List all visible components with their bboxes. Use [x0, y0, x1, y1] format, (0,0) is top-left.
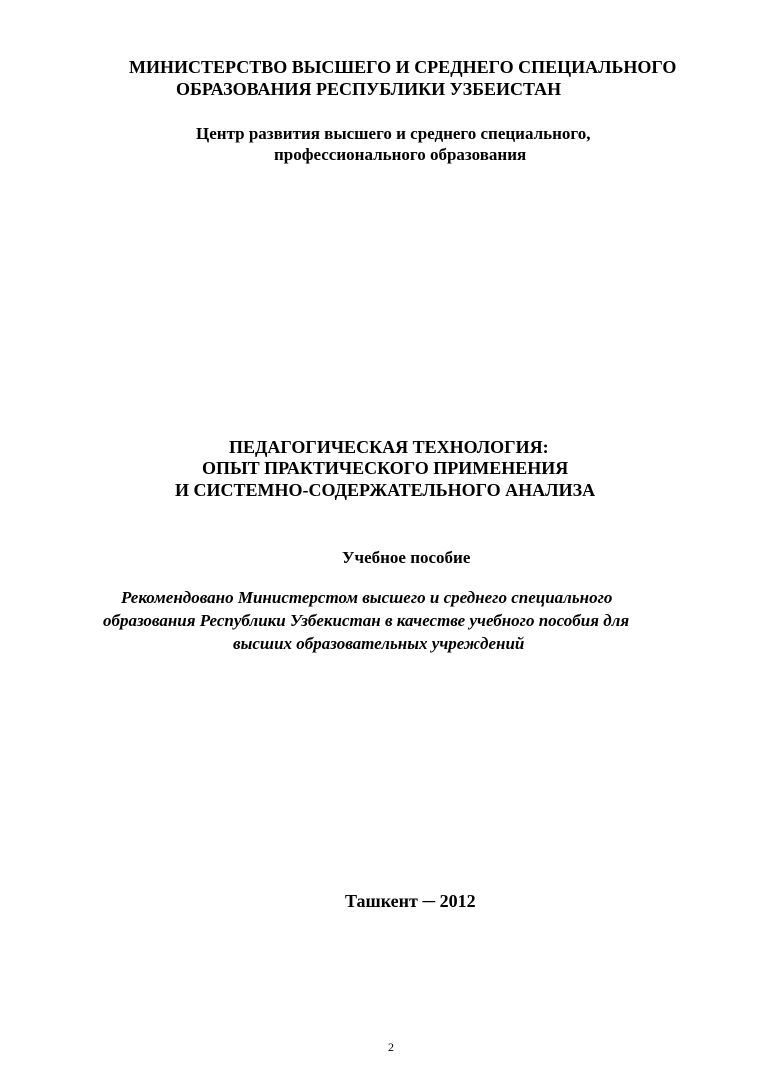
recommendation-line-1: Рекомендовано Министерстом высшего и среднего специального — [121, 588, 613, 607]
page-number: 2 — [388, 1040, 394, 1054]
subtitle: Учебное пособие — [342, 548, 471, 567]
title-line-3: И СИСТЕМНО-СОДЕРЖАТЕЛЬНОГО АНАЛИЗА — [175, 480, 596, 500]
center-line-2: профессионального образования — [274, 145, 527, 164]
recommendation-line-2: образования Республики Узбекистан в качестве учебного пособия для — [103, 611, 630, 630]
ministry-line-1: МИНИСТЕРСТВО ВЫСШЕГО И СРЕДНЕГО СПЕЦИАЛЬНОГО — [129, 57, 677, 77]
title-line-1: ПЕДАГОГИЧЕСКАЯ ТЕХНОЛОГИЯ: — [229, 437, 549, 457]
recommendation-line-3: высших образовательных учреждений — [233, 634, 525, 653]
city-year: Ташкент ─ 2012 — [345, 891, 476, 911]
title-line-2: ОПЫТ ПРАКТИЧЕСКОГО ПРИМЕНЕНИЯ — [202, 458, 569, 478]
center-line-1: Центр развития высшего и среднего специального, — [196, 124, 591, 143]
ministry-line-2: ОБРАЗОВАНИЯ РЕСПУБЛИКИ УЗБЕИСТАН — [176, 79, 562, 99]
